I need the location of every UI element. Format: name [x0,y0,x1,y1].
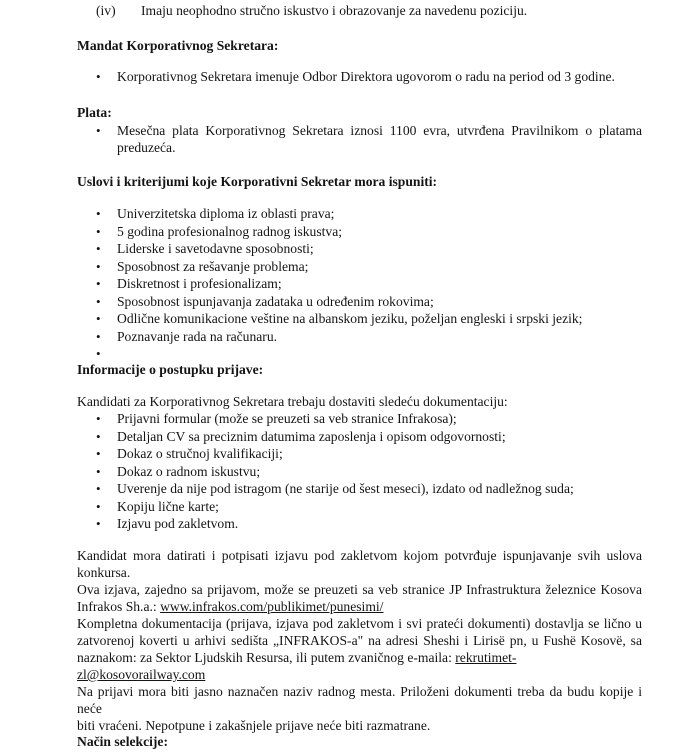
conditions-list [77,205,642,363]
paragraph-line [77,598,642,615]
paragraph-line: Kompletna dokumentacija (prijava, izjava pod zakletvom i svi prateći dokumenti) dostavlja se lično u [77,616,642,631]
application-intro: Kandidati za Korporativnog Sekretara trebaju dostaviti sledeću dokumentaciju: [77,394,508,409]
list-item: • Korporativnog Sekretara imenuje Odbor Direktora ugovorom o radu na period od 3 godine. [77,68,642,86]
list-item: • 5 godina profesionalnog radnog iskustva; [77,223,642,241]
salary-heading: Plata: [77,105,112,120]
paragraph-line: zatvorenoj koverti u arhivi sedišta „INFRAKOS-a" na adresi Sheshi i Lirisë pn, u Fushë Kosovë, sa [77,633,642,648]
paragraph-line [77,649,642,683]
salary-line-2: preduzeća. [117,140,176,155]
mandate-list [77,68,642,86]
download-link[interactable]: www.infrakos.com/publikimet/punesimi/ [160,599,384,614]
list-item: • Liderske i savetodavne sposobnosti; [77,240,642,258]
list-item: • Diskretnost i profesionalizam; [77,275,642,293]
paragraph-text: Infrakos Sh.a.: [77,599,161,614]
list-item: • Izjavu pod zakletvom. [77,515,642,533]
submission-paragraph [77,615,642,683]
application-list [77,410,642,533]
mandate-heading: Mandat Korporativnog Sekretara: [77,38,279,53]
notice-paragraph [77,683,642,734]
salary-line-1: • Mesečna plata Korporativnog Sekretara iznosi 1100 evra, utvrđena Pravilnikom o platama [117,123,642,138]
list-item: • Prijavni formular (može se preuzeti sa veb stranice Infrakosa); [77,410,642,428]
list-item [77,345,642,363]
paragraph-line: Kandidat mora datirati i potpisati izjavu pod zakletvom kojom potvrđuje ispunjavanje svih uslova konkursa. [77,548,642,580]
conditions-heading: Uslovi i kriterijumi koje Korporativni Sekretar mora ispuniti: [77,174,438,189]
email-link[interactable]: rekrutimet-zl@kosovorailway.com [77,650,517,682]
paragraph-line: biti vraćeni. Nepotpune i zakašnjele prijave neće biti razmatrane. [77,718,431,733]
list-item [77,122,642,156]
paragraph-line: Na prijavi mora biti jasno naznačen naziv radnog mesta. Priloženi dokumenti treba da budu kopije i neće [77,684,642,716]
list-item: • Poznavanje rada na računaru. [77,328,642,346]
application-heading: Informacije o postupku prijave: [77,362,264,377]
list-item: • Detaljan CV sa preciznim datumima zaposlenja i opisom odgovornosti; [77,428,642,446]
list-item: • Uverenje da nije pod istragom (ne starije od šest meseci), izdato od nadležnog suda; [77,480,642,498]
list-item: • Kopiju lične karte; [77,498,642,516]
selection-heading: Način selekcije: [77,734,168,749]
list-item: • Dokaz o radnom iskustvu; [77,463,642,481]
declaration-paragraph [77,547,642,615]
list-item: • Dokaz o stručnoj kvalifikaciji; [77,445,642,463]
paragraph-line: Ova izjava, zajedno sa prijavom, može se preuzeti sa veb stranice JP Infrastruktura železnice Kosova [77,582,642,597]
list-item: • Sposobnost ispunjavanja zadataka u određenim rokovima; [77,293,642,311]
paragraph-text: naznakom: za Sektor Ljudskih Resursa, ili putem zvaničnog e-maila: [77,650,456,665]
item-iv-text: Imaju neophodno stručno iskustvo i obrazovanje za navedenu poziciju. [141,3,528,18]
list-item: • Odlične komunikacione veštine na albanskom jeziku, poželjan engleski i srpski jezik; [77,310,642,328]
salary-list [77,122,642,156]
list-item: • Sposobnost za rešavanje problema; [77,258,642,276]
list-item: • Univerzitetska diploma iz oblasti prava; [77,205,642,223]
list-marker-iv: (iv) [96,3,116,18]
